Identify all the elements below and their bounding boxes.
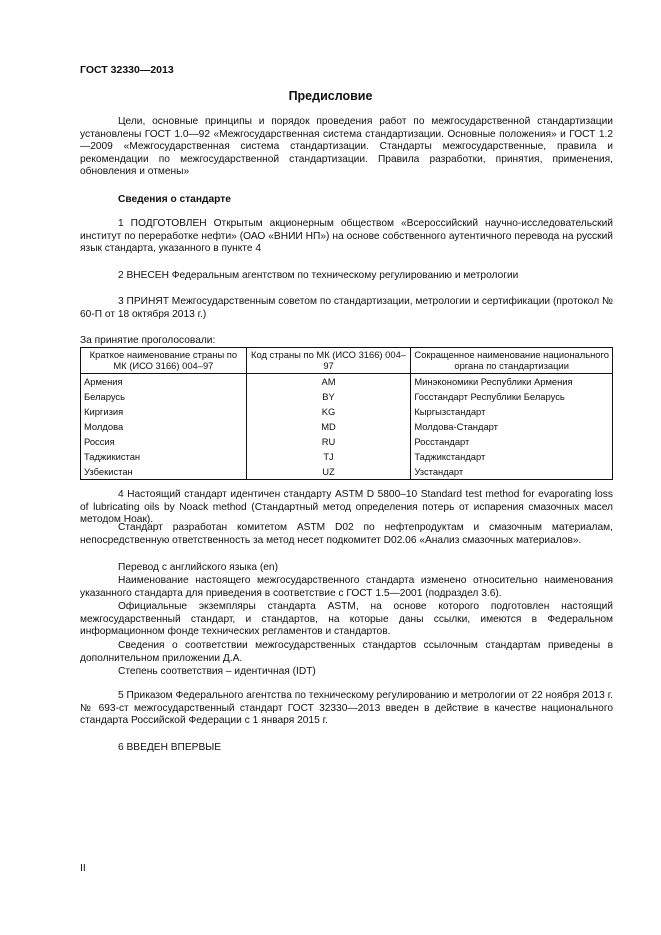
country-cell: Молдова <box>81 419 247 434</box>
table-header-row <box>81 348 613 374</box>
code-cell: RU <box>246 434 411 449</box>
table-row <box>81 374 613 390</box>
country-cell: Россия <box>81 434 247 449</box>
item-4-degree-note: Степень соответствия – идентичная (IDT) <box>118 666 316 677</box>
country-cell: Армения <box>81 374 247 390</box>
item-4-translation-note: Перевод с английского языка (en) <box>118 562 278 573</box>
column-header-code: Код страны по МК (ИСО 3166) 004–97 <box>246 348 411 374</box>
item-4-name-paragraph: Наименование настоящего межгосударственного стандарта изменено относительно наименования указанного стандарта для приведения в соответствие с ГОСТ 1.5—2001 (подраздел 3.6). <box>80 575 613 599</box>
code-cell: TJ <box>246 449 411 464</box>
body-cell: Молдова-Стандарт <box>411 419 613 434</box>
table-row <box>81 419 613 434</box>
item-3-paragraph: 3 ПРИНЯТ Межгосударственным советом по стандартизации, метрологии и сертификации (протокол № 60-П от 18 октября 2013 г.) <box>80 296 613 320</box>
item-5-paragraph: 5 Приказом Федерального агентства по техническому регулированию и метрологии от 22 ноября 2013 г. № 693-ст межгосударственный стандарт ГОСТ 32330—2013 введен в действие в качестве национального стандарта Российской Федерации с 1 января 2015 г. <box>80 690 613 727</box>
table-row <box>81 449 613 464</box>
country-cell: Беларусь <box>81 389 247 404</box>
intro-paragraph: Цели, основные принципы и порядок проведения работ по межгосударственной стандартизации установлены ГОСТ 1.0—92 «Межгосударственная система стандартизации. Основные положения» и ГОСТ 1.2—2009 «Межгосударственная система стандартизации. Стандарты межгосударственные, правила и рекомендации по межгосударственной стандартизации. Правила разработки, принятия, применения, обновления и отмены» <box>80 116 613 178</box>
column-header-country: Краткое наименование страны по МК (ИСО 3166) 004–97 <box>81 348 247 374</box>
item-4-appendix-paragraph: Сведения о соответствии межгосударственных стандартов ссылочным стандартам приведены в дополнительном приложении Д.А. <box>80 640 613 664</box>
body-cell: Таджикстандарт <box>411 449 613 464</box>
country-cell: Узбекистан <box>81 464 247 480</box>
item-6-paragraph: 6 ВВЕДЕН ВПЕРВЫЕ <box>118 742 222 753</box>
body-cell: Росстандарт <box>411 434 613 449</box>
body-cell: Госстандарт Республики Беларусь <box>411 389 613 404</box>
column-header-body: Сокращенное наименование национального органа по стандартизации <box>411 348 613 374</box>
countries-table <box>80 347 613 480</box>
item-4-developer-paragraph: Стандарт разработан комитетом ASTM D02 по нефтепродуктам и смазочным материалам, непосредственную ответственность за метод несет подкомитет D02.06 «Анализ смазочных материалов». <box>80 522 613 546</box>
body-cell: Кыргызстандарт <box>411 404 613 419</box>
body-cell: Узстандарт <box>411 464 613 480</box>
item-2-paragraph: 2 ВНЕСЕН Федеральным агентством по техническому регулированию и метрологии <box>118 270 519 281</box>
table-row <box>81 404 613 419</box>
country-cell: Таджикистан <box>81 449 247 464</box>
item-1-paragraph: 1 ПОДГОТОВЛЕН Открытым акционерным обществом «Всероссийский научно-исследовательский институт по переработке нефти» (ОАО «ВНИИ НП») на основе собственного аутентичного перевода на русский язык стандарта, указанного в пункте 4 <box>80 218 613 255</box>
item-4-copies-paragraph: Официальные экземпляры стандарта ASTM, на основе которого подготовлен настоящий межгосударственный стандарт, и стандартов, на которые даны ссылки, имеются в Федеральном информационном фонде технических регламентов и стандартов. <box>80 601 613 638</box>
country-cell: Киргизия <box>81 404 247 419</box>
section-heading: Сведения о стандарте <box>118 194 231 205</box>
code-cell: MD <box>246 419 411 434</box>
vote-label: За принятие проголосовали: <box>80 335 216 346</box>
code-cell: AM <box>246 374 411 390</box>
body-cell: Минэкономики Республики Армения <box>411 374 613 390</box>
document-header: ГОСТ 32330—2013 <box>80 64 174 76</box>
code-cell: KG <box>246 404 411 419</box>
table-row <box>81 434 613 449</box>
page-number: II <box>80 862 86 874</box>
page-title: Предисловие <box>288 89 373 103</box>
item-4-paragraph: 4 Настоящий стандарт идентичен стандарту ASTM D 5800–10 Standard test method for evaporating loss of lubricating oils by Noack method (Стандартный метод определения потерь от испарения смазочных масел методом Ноак). <box>80 489 613 526</box>
table-row <box>81 464 613 480</box>
table-row <box>81 389 613 404</box>
code-cell: UZ <box>246 464 411 480</box>
code-cell: BY <box>246 389 411 404</box>
